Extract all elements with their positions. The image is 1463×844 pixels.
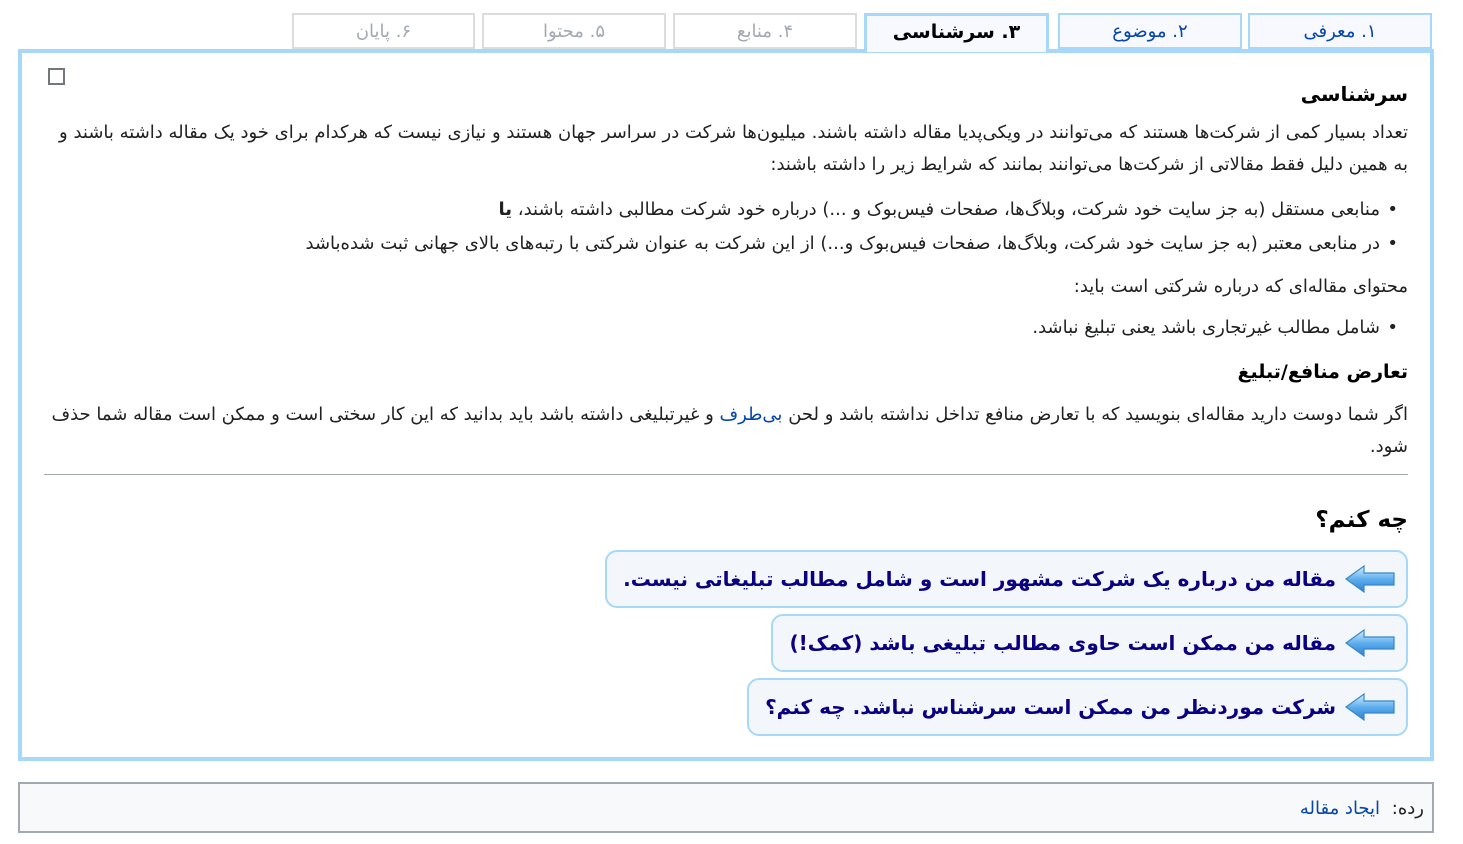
criteria-list xyxy=(44,193,1408,261)
list-item: • منابعی مستقل (به جز سایت خود شرکت، وبلاگ‌ها، صفحات فیس‌بوک و ...) درباره خود شرکت مطالبی داشته باشند، یا xyxy=(44,193,1398,227)
category-link[interactable]: ایجاد مقاله xyxy=(1299,798,1381,819)
coi-paragraph: اگر شما دوست دارید مقاله‌ای بنویسید که با تعارض منافع تداخل نداشته باشد و لحن بی‌طرف و غیرتبلیغی داشته باشد باید بدانید که این کار سختی است و ممکن است مقاله شما حذف شود. xyxy=(51,404,1408,457)
option-promotional-content[interactable] xyxy=(771,614,1408,672)
intro-paragraph: تعداد بسیار کمی از شرکت‌ها هستند که می‌توانند در ویکی‌پدیا مقاله داشته باشند. میلیون‌ها شرکت در سراسر جهان هستند و نیازی نیست که هرکدام برای خود یک مقاله داشته باشند و به همین دلیل فقط مقالاتی از شرکت‌ها می‌توانند بمانند که شرایط زیر را داشته باشند: xyxy=(59,122,1408,175)
category-label: رده: xyxy=(1391,798,1424,819)
arrow-left-icon xyxy=(1344,692,1396,722)
what-to-do-title: چه کنم؟ xyxy=(1315,507,1408,533)
tab-subject[interactable]: ۲. موضوع xyxy=(1058,13,1242,49)
option-not-notable[interactable] xyxy=(747,678,1408,736)
category-bar xyxy=(18,782,1434,833)
option-label: مقاله من درباره یک شرکت مشهور است و شامل مطالب تبلیغاتی نیست. xyxy=(623,567,1336,591)
option-notable-company[interactable] xyxy=(605,550,1408,608)
tab-introduction[interactable]: ۱. معرفی xyxy=(1248,13,1432,49)
coi-title: تعارض منافع/تبلیغ xyxy=(1237,361,1408,383)
tab-content[interactable]: ۵. محتوا xyxy=(482,13,666,49)
tab-finish[interactable]: ۶. پایان xyxy=(292,13,475,49)
main-panel xyxy=(18,49,1434,761)
arrow-left-icon xyxy=(1344,564,1396,594)
tab-notability[interactable]: ۳. سرشناسی xyxy=(864,13,1049,52)
tab-sources[interactable]: ۴. منابع xyxy=(673,13,857,49)
option-label: شرکت موردنظر من ممکن است سرشناس نباشد. چه کنم؟ xyxy=(765,695,1336,719)
list-item: • شامل مطالب غیرتجاری باشد یعنی تبلیغ نباشد. xyxy=(44,311,1398,345)
arrow-left-icon xyxy=(1344,628,1396,658)
content-area xyxy=(44,79,1408,537)
list-item: • در منابعی معتبر (به جز سایت خود شرکت، وبلاگ‌ها، صفحات فیس‌بوک و...) از این شرکت به عنوان شرکتی با رتبه‌های بالای جهانی ثبت شده‌باشد xyxy=(44,227,1398,261)
neutral-link[interactable]: بی‌طرف xyxy=(719,404,783,425)
option-label: مقاله من ممکن است حاوی مطالب تبلیغی باشد (کمک!) xyxy=(789,631,1336,655)
section-title: سرشناسی xyxy=(1300,82,1408,106)
wizard-tabs xyxy=(292,13,1432,51)
content-intro: محتوای مقاله‌ای که درباره شرکتی است باید: xyxy=(1073,276,1408,297)
divider xyxy=(44,474,1408,475)
content-list xyxy=(44,311,1408,345)
or-keyword: یا xyxy=(498,199,513,220)
